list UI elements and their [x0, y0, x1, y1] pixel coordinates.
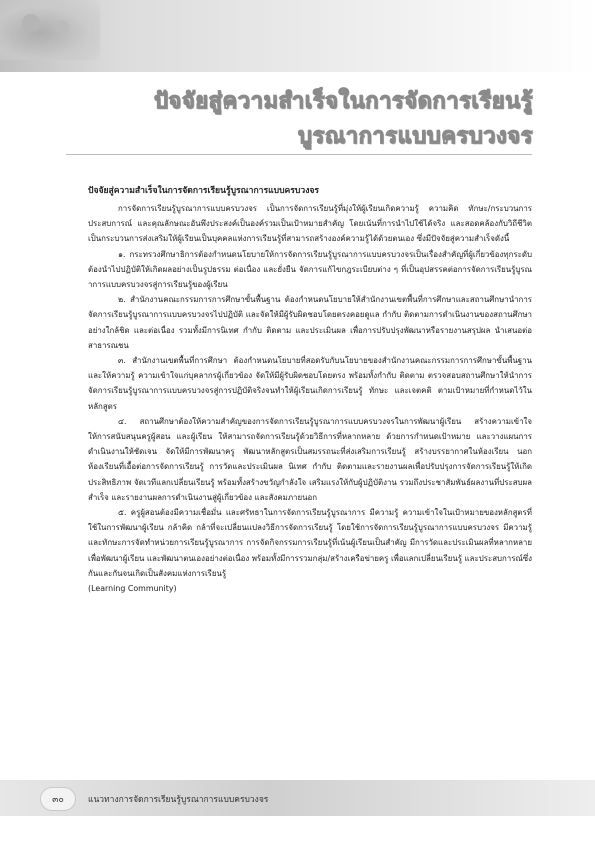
paragraph-5: ๕. ครูผู้สอนต้องมีความเชื่อมั่น และศรัทธาในการจัดการเรียนรู้บูรณาการ มีความรู้ ความเข้าใจในเป้าหมายของหลักสูตรที่ใช้ในการพัฒนาผู้เรียน กล้าคิด กล้าที่จะเปลี่ยนแปลงวิธีการจัดการเรียนรู้ โดยใช้การจัดการเรียนรู้บูรณาการแบบครบวงจร มีความรู้ และทักษะการจัดทำหน่วยการเรียนรู้บูรณาการ การจัดกิจกรรมการเรียนรู้ที่เน้นผู้เรียนเป็นสำคัญ มีการวัดและประเมินผลที่หลากหลายเพื่อพัฒนาผู้เรียน และพัฒนาตนเองอย่างต่อเนื่อง พร้อมทั้งมีการรวมกลุ่ม/สร้างเครือข่ายครู เพื่อแลกเปลี่ยนเรียนรู้ และประสบการณ์ซึ่งกันและกันจนเกิดเป็นสังคมแห่งการเรียนรู้	[88, 508, 532, 578]
section-heading: ปัจจัยสู่ความสำเร็จในการจัดการเรียนรู้บูรณาการแบบครบวงจร	[88, 186, 320, 196]
paragraph-3: ๓. สำนักงานเขตพื้นที่การศึกษา ต้องกำหนดนโยบายที่สอดรับกับนโยบายของสำนักงานคณะกรรมการการศึกษาขั้นพื้นฐาน และให้ความรู้ ความเข้าใจแก่บุคลากรผู้เกี่ยวข้อง จัดให้มีผู้รับผิดชอบโดยตรง พร้อมทั้งกำกับ ติดตาม ตรวจสอบสถานศึกษาให้นำการจัดการเรียนรู้บูรณาการแบบครบวงจรสู่การปฏิบัติจริงจนทำให้ผู้เรียนเกิดการเรียนรู้ ทักษะ และเจตคติ ตามเป้าหมายที่กำหนดไว้ในหลักสูตร	[88, 356, 532, 411]
page-title-line2: บูรณาการแบบครบวงจร	[298, 124, 533, 149]
paragraph-4: ๔. สถานศึกษาต้องให้ความสำคัญของการจัดการเรียนรู้บูรณาการแบบครบวงจรในการพัฒนาผู้เรียน สร้างความเข้าใจให้การสนับสนุนครูผู้สอน และผู้เรียน ให้สามารถจัดการเรียนรู้ด้วยวิธีการที่หลากหลาย ด้วยการกำหนดเป้าหมาย และวางแผนการดำเนินงานให้ชัดเจน จัดให้มีการพัฒนาครู พัฒนาหลักสูตรเป็นสมรรถนะที่ส่งเสริมการเรียนรู้ สร้างบรรยากาศในห้องเรียน นอกห้องเรียนที่เอื้อต่อการจัดการเรียนรู้ การวัดและประเมินผล นิเทศ กำกับ ติดตามและรายงานผลเพื่อปรับปรุงการจัดการเรียนรู้ให้เกิดประสิทธิภาพ จัดเวทีแลกเปลี่ยนเรียนรู้ พร้อมทั้งสร้างขวัญกำลังใจ เสริมแรงให้กับผู้ปฏิบัติงาน รวมถึงประชาสัมพันธ์ผลงานที่ประสบผลสำเร็จ และรายงานผลการดำเนินงานสู่ผู้เกี่ยวข้อง และสังคมภายนอก	[88, 416, 532, 502]
paragraph-2: ๒. สำนักงานคณะกรรมการการศึกษาขั้นพื้นฐาน ต้องกำหนดนโยบายให้สำนักงานเขตพื้นที่การศึกษาและสถานศึกษานำการจัดการเรียนรู้บูรณาการแบบครบวงจรไปปฏิบัติ และจัดให้มีผู้รับผิดชอบโดยตรงคอยดูแล กำกับ ติดตามการดำเนินงานของสถานศึกษาอย่างใกล้ชิด และต่อเนื่อง รวมทั้งมีการนิเทศ กำกับ ติดตาม และประเมินผล เพื่อการปรับปรุงพัฒนาหรือรายงานสรุปผล นำเสนอต่อสาธารณชน	[88, 295, 532, 350]
paragraph-intro: การจัดการเรียนรู้บูรณาการแบบครบวงจร เป็นการจัดการเรียนรู้ที่มุ่งให้ผู้เรียนเกิดความรู้ ความคิด ทักษะ/กระบวนการ ประสบการณ์ และคุณลักษณะอันพึงประสงค์เป็นองค์รวมเป็นเป้าหมายสำคัญ โดยเน้นที่การนำไปใช้ได้จริง และสอดคล้องกับวิถีชีวิต เป็นกระบวนการส่งเสริมให้ผู้เรียนเป็นบุคคลแห่งการเรียนรู้ที่สามารถสร้างองค์ความรู้ได้ด้วยตนเอง ซึ่งมีปัจจัยสู่ความสำเร็จดังนี้	[88, 204, 532, 244]
page-number-text: ๓๐	[52, 795, 64, 805]
page-number	[40, 787, 76, 811]
body-content	[88, 184, 532, 596]
footer-title: แนวทางการจัดการเรียนรู้บูรณาการแบบครบวงจร	[88, 795, 269, 805]
page-title-line1: ปัจจัยสู่ความสำเร็จในการจัดการเรียนรู้	[153, 89, 533, 114]
paragraph-1: ๑. กระทรวงศึกษาธิการต้องกำหนดนโยบายให้การจัดการเรียนรู้บูรณาการแบบครบวงจรเป็นเรื่องสำคัญที่ผู้เกี่ยวข้องทุกระดับต้องนำไปปฏิบัติให้เกิดผลอย่างเป็นรูปธรรม ต่อเนื่อง และยั่งยืน จัดการแก้ไขกฎระเบียบต่าง ๆ ที่เป็นอุปสรรคต่อการจัดการเรียนรู้บูรณาการแบบครบวงจรสู่การเรียนรู้ของผู้เรียน	[88, 249, 532, 290]
learning-community-note: (Learning Community)	[88, 584, 177, 594]
title-divider	[66, 154, 532, 155]
header-photo	[0, 0, 100, 60]
